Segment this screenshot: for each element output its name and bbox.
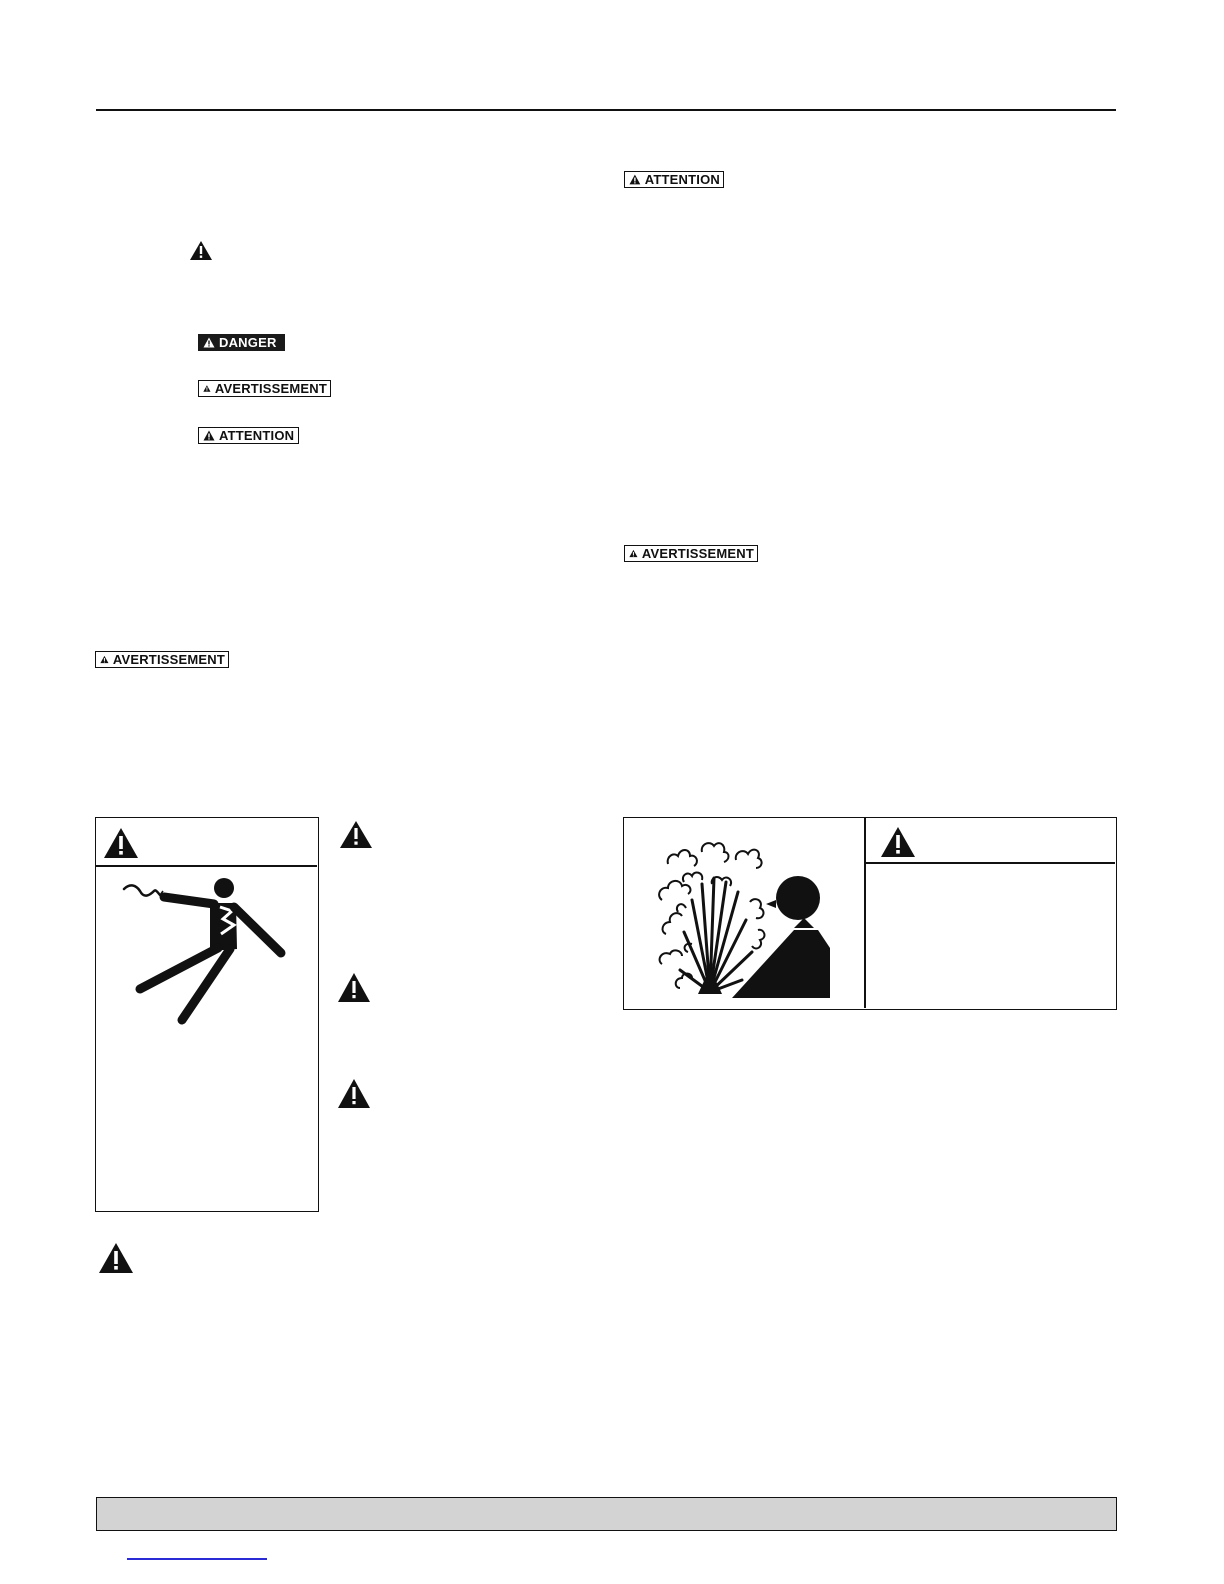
avertissement-label bbox=[624, 545, 758, 562]
alert-triangle-icon bbox=[98, 1242, 134, 1274]
electric-shock-person-icon bbox=[116, 873, 316, 1033]
alert-triangle-icon bbox=[339, 820, 373, 849]
explosion-person-icon bbox=[658, 842, 838, 1002]
panel-divider bbox=[864, 818, 866, 1008]
avertissement-label bbox=[198, 380, 331, 397]
alert-triangle-icon bbox=[203, 430, 215, 441]
danger-label bbox=[198, 334, 285, 351]
alert-triangle-icon bbox=[189, 240, 213, 261]
alert-triangle-icon bbox=[629, 548, 638, 559]
avertissement-label-text: AVERTISSEMENT bbox=[641, 546, 754, 561]
alert-triangle-icon bbox=[337, 1078, 371, 1109]
header-rule bbox=[96, 109, 1116, 111]
danger-label-text: DANGER bbox=[219, 335, 277, 350]
alert-triangle-icon bbox=[103, 827, 139, 859]
panel-divider bbox=[96, 865, 317, 867]
attention-label-text: ATTENTION bbox=[219, 428, 295, 443]
alert-triangle-icon bbox=[629, 174, 641, 185]
attention-label bbox=[624, 171, 724, 188]
alert-triangle-icon bbox=[203, 337, 215, 348]
electric-shock-warning-panel bbox=[95, 817, 319, 1212]
footer-link[interactable] bbox=[127, 1558, 267, 1560]
alert-triangle-icon bbox=[337, 972, 371, 1003]
attention-label-text: ATTENTION bbox=[644, 172, 720, 187]
avertissement-label-text: AVERTISSEMENT bbox=[214, 381, 327, 396]
avertissement-label bbox=[95, 651, 229, 668]
explosion-warning-panel bbox=[623, 817, 1117, 1010]
attention-label bbox=[198, 427, 299, 444]
alert-triangle-icon bbox=[100, 654, 109, 665]
avertissement-label-text: AVERTISSEMENT bbox=[112, 652, 225, 667]
footer-bar bbox=[96, 1497, 1117, 1531]
panel-divider bbox=[865, 862, 1115, 864]
alert-triangle-icon bbox=[880, 826, 916, 858]
alert-triangle-icon bbox=[203, 383, 211, 394]
